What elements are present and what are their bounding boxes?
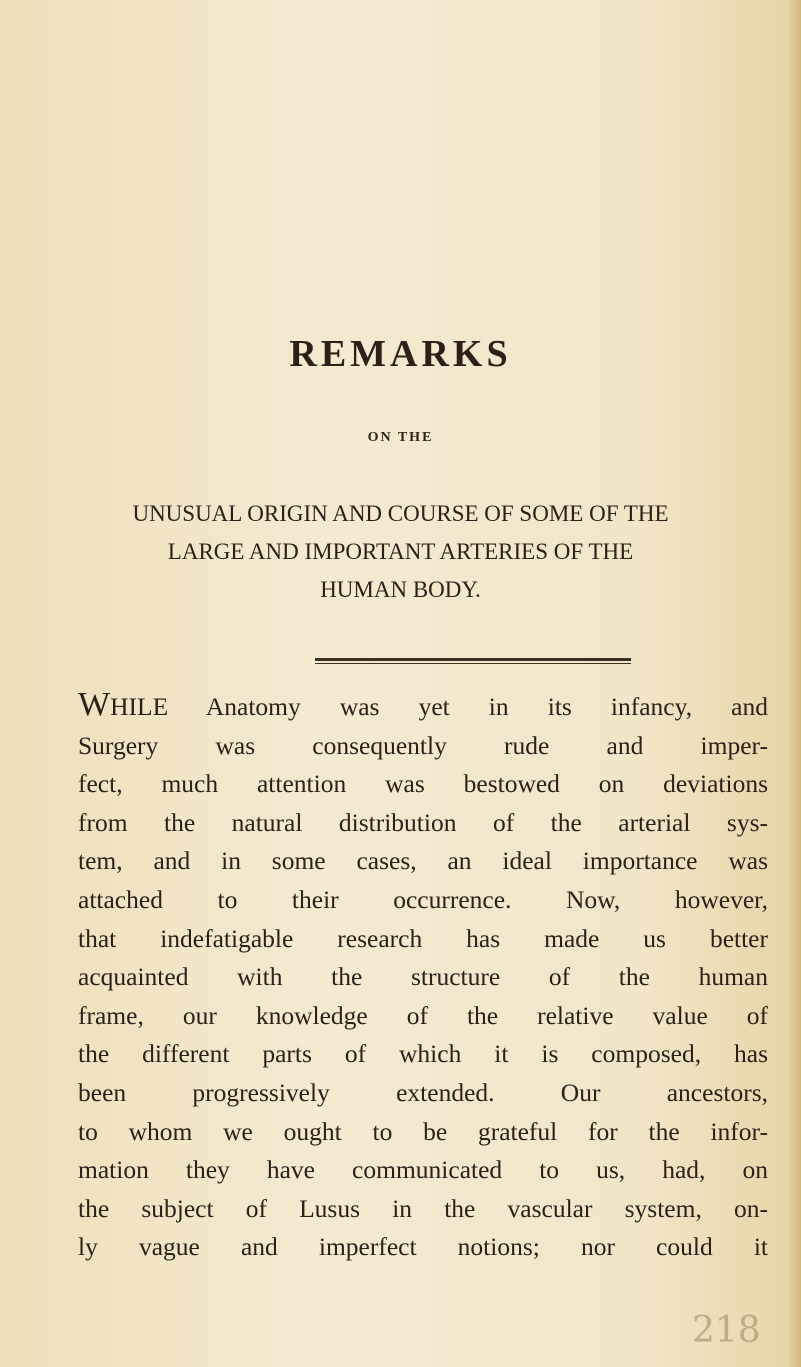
page-title: REMARKS xyxy=(289,333,512,375)
handwritten-mark: 218 xyxy=(692,1310,761,1351)
body-line: been progressively extended. Our ancestors, xyxy=(78,1077,768,1107)
first-line-rest: HILE Anatomy was yet in its infancy, and xyxy=(110,692,768,721)
body-paragraph xyxy=(78,686,768,1267)
divider-thin xyxy=(315,663,631,664)
subtitle-line-2: LARGE AND IMPORTANT ARTERIES OF THE xyxy=(167,539,634,564)
body-line: the subject of Lusus in the vascular system, on- xyxy=(78,1193,768,1223)
drop-cap: W xyxy=(78,686,111,723)
on-the-label: ON THE xyxy=(367,430,434,445)
body-line: tem, and in some cases, an ideal importance was xyxy=(78,846,768,876)
body-line: to whom we ought to be grateful for the infor- xyxy=(78,1116,768,1146)
body-line-last: ly vague and imperfect notions; nor could it xyxy=(78,1232,768,1262)
body-line: frame, our knowledge of the relative value of xyxy=(78,1000,768,1030)
divider-thick xyxy=(315,658,631,661)
body-line: Surgery was consequently rude and imper- xyxy=(78,730,768,760)
body-line: attached to their occurrence. Now, however, xyxy=(78,884,768,914)
subtitle-line-1: UNUSUAL ORIGIN AND COURSE OF SOME OF THE xyxy=(132,501,669,526)
subtitle-line-3: HUMAN BODY. xyxy=(320,577,481,602)
divider-rule xyxy=(315,658,631,664)
body-line: fect, much attention was bestowed on deviations xyxy=(78,769,768,799)
body-line-first xyxy=(78,686,768,727)
subtitle xyxy=(0,495,801,609)
body-line: the different parts of which it is composed, has xyxy=(78,1039,768,1069)
body-line: mation they have communicated to us, had, on xyxy=(78,1155,768,1185)
body-line: from the natural distribution of the arterial sys- xyxy=(78,807,768,837)
page-edge xyxy=(787,0,801,1367)
body-line: that indefatigable research has made us better xyxy=(78,923,768,953)
body-line: acquainted with the structure of the human xyxy=(78,962,768,992)
